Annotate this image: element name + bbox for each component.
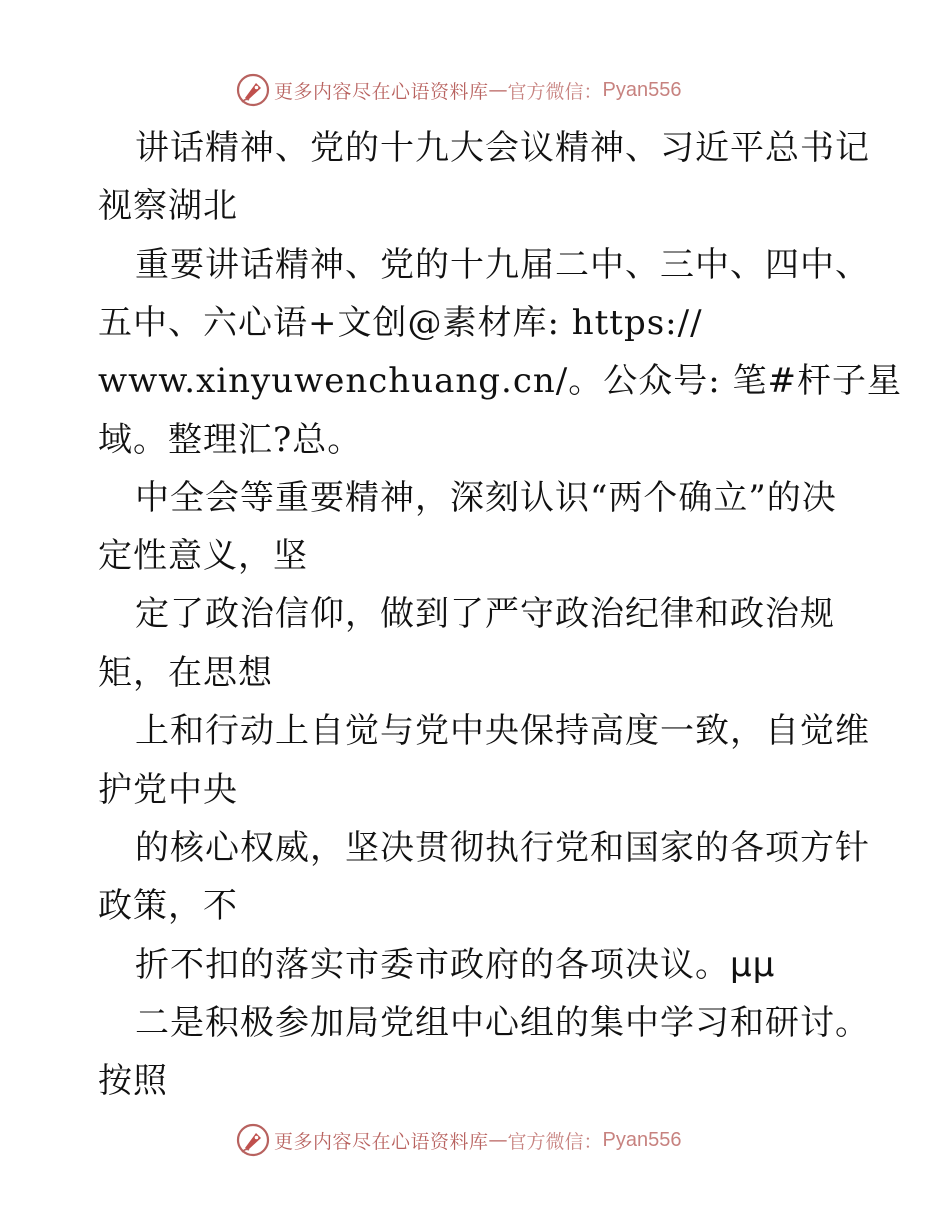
header-watermark-banner (236, 73, 682, 107)
banner-wechat-label: 官方微信： (507, 80, 603, 103)
text-line: 护党中央 (98, 770, 238, 810)
banner-wechat-id: Pyan556 (602, 1128, 682, 1151)
text-line: 按照 (98, 1061, 168, 1101)
text-line: 二是积极参加局党组中心组的集中学习和研讨。 (135, 1003, 870, 1043)
text-line: 定性意义，坚 (98, 536, 308, 576)
text-line: 上和行动上自觉与党中央保持高度一致，自觉维 (135, 711, 870, 751)
text-line: 视察湖北 (98, 186, 238, 226)
banner-wechat-id: Pyan556 (602, 78, 682, 101)
text-line: 域。整理汇?总。 (98, 420, 363, 460)
text-line: 中全会等重要精神，深刻认识“两个确立”的决 (135, 478, 837, 518)
text-line-symbols: µµ (730, 945, 776, 985)
text-line: 矩，在思想 (98, 653, 273, 693)
text-line-main: 折不扣的落实市委市政府的各项决议。 (135, 945, 730, 985)
text-line: 定了政治信仰，做到了严守政治纪律和政治规 (135, 594, 835, 634)
text-line: 政策，不 (98, 886, 238, 926)
text-line: 讲话精神、党的十九大会议精神、习近平总书记 (135, 128, 870, 168)
text-line: 的核心权威，坚决贯彻执行党和国家的各项方针 (135, 828, 870, 868)
text-line: 五中、六心语+文创@素材库: https:// (98, 303, 703, 343)
banner-text: 更多内容尽在心语资料库 (274, 1130, 489, 1153)
banner-wechat-label: 官方微信： (507, 1130, 603, 1153)
banner-separator: — (488, 79, 508, 101)
pen-nib-logo-icon (236, 73, 270, 107)
text-line: 重要讲话精神、党的十九届二中、三中、四中、 (135, 245, 870, 285)
footer-watermark-banner (236, 1123, 682, 1157)
text-line: www.xinyuwenchuang.cn/。公众号: 笔#杆子星 (98, 361, 902, 401)
banner-separator: — (488, 1129, 508, 1151)
pen-nib-logo-icon (236, 1123, 270, 1157)
text-line (135, 945, 775, 985)
banner-text: 更多内容尽在心语资料库 (274, 80, 489, 103)
